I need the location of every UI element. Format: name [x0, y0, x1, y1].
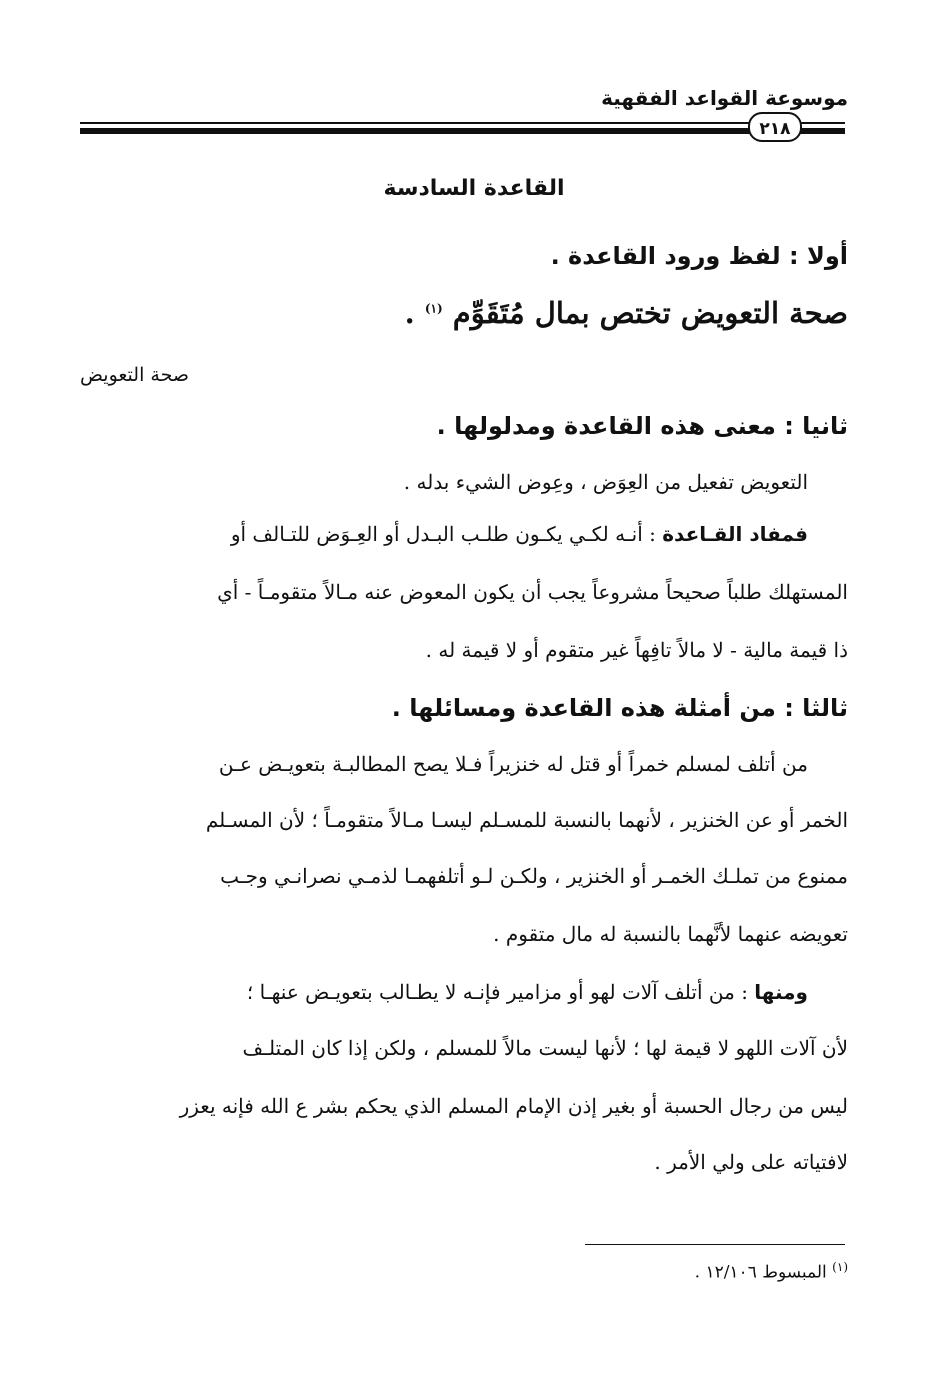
page-number: ٢١٨ — [748, 112, 802, 142]
part2-line1: التعويض تفعيل من العِوَض ، وعِوض الشيء بدله . — [403, 470, 808, 494]
heading-part3: ثالثا : من أمثلة هذه القاعدة ومسائلها . — [391, 694, 848, 722]
part3-p2-line2: لأن آلات اللهو لا قيمة لها ؛ لأنها ليست مالاً للمسلم ، ولكن إذا كان المتلـف — [242, 1036, 848, 1060]
part2-line2 — [80, 522, 848, 546]
part2-line4: ذا قيمة مالية - لا مالاً تافِهاً غير متقوم أو لا قيمة له . — [425, 638, 848, 662]
lead-text: فمفاد القـاعدة — [662, 522, 808, 546]
heading-part2: ثانيا : معنى هذه القاعدة ومدلولها . — [436, 412, 848, 440]
rule-end: . — [404, 296, 415, 330]
part3-p1-line4: تعويضه عنهما لأنَّهما بالنسبة له مال متقوم . — [493, 922, 848, 946]
part3-p1-line3: ممنوع من تملـك الخمـر أو الخنزير ، ولكـن لـو أتلفهمـا لذمـي نصرانـي وجـب — [220, 864, 848, 888]
part3-p2-line1-rest: : من أتلف آلات لهو أو مزامير فإنـه لا يطـالب بتعويـض عنهـا ؛ — [246, 980, 755, 1004]
footnote-ref: (١) — [424, 301, 443, 316]
heading-part1: أولا : لفظ ورود القاعدة . — [550, 242, 848, 270]
part3-p2-line4: لافتياته على ولي الأمر . — [654, 1150, 848, 1174]
footnote — [695, 1260, 848, 1283]
section-title: القاعدة السادسة — [383, 176, 565, 201]
footnote-rule — [585, 1244, 845, 1245]
part3-p1-line2: الخمر أو عن الخنزير ، لأنهما بالنسبة للمسـلم ليسـا مـالاً متقومـاً ؛ لأن المسـلم — [205, 808, 848, 832]
part3-p2-line1 — [80, 980, 808, 1004]
header-rule-thin — [80, 122, 845, 124]
footnote-text: المبسوط ١٢/١٠٦ . — [694, 1262, 833, 1283]
part3-p1-line1: من أتلف لمسلم خمراً أو قتل له خنزيراً فـلا يصح المطالبـة بتعويـض عـن — [218, 752, 808, 776]
part2-line2-rest: : أنـه لكـي يكـون طلـب البـدل أو العِـوَض للتـالف أو — [230, 522, 663, 546]
marginal-note: صحة التعويض — [80, 364, 189, 386]
header-rule-thick — [80, 128, 845, 134]
rule-text: صحة التعويض تختص بمال مُتَقَوِّم — [452, 296, 848, 330]
running-title: موسوعة القواعد الفقهية — [601, 86, 848, 110]
part3-p2-line3: ليس من رجال الحسبة أو بغير إذن الإمام المسلم الذي يحكم بشر ع الله فإنه يعزر — [179, 1094, 848, 1118]
rule-statement — [80, 296, 848, 330]
example-lead: ومنها — [754, 980, 808, 1004]
part2-line3: المستهلك طلباً صحيحاً مشروعاً يجب أن يكون المعوض عنه مـالاً متقومـاً - أي — [217, 580, 848, 604]
footnote-marker: (١) — [832, 1260, 848, 1274]
